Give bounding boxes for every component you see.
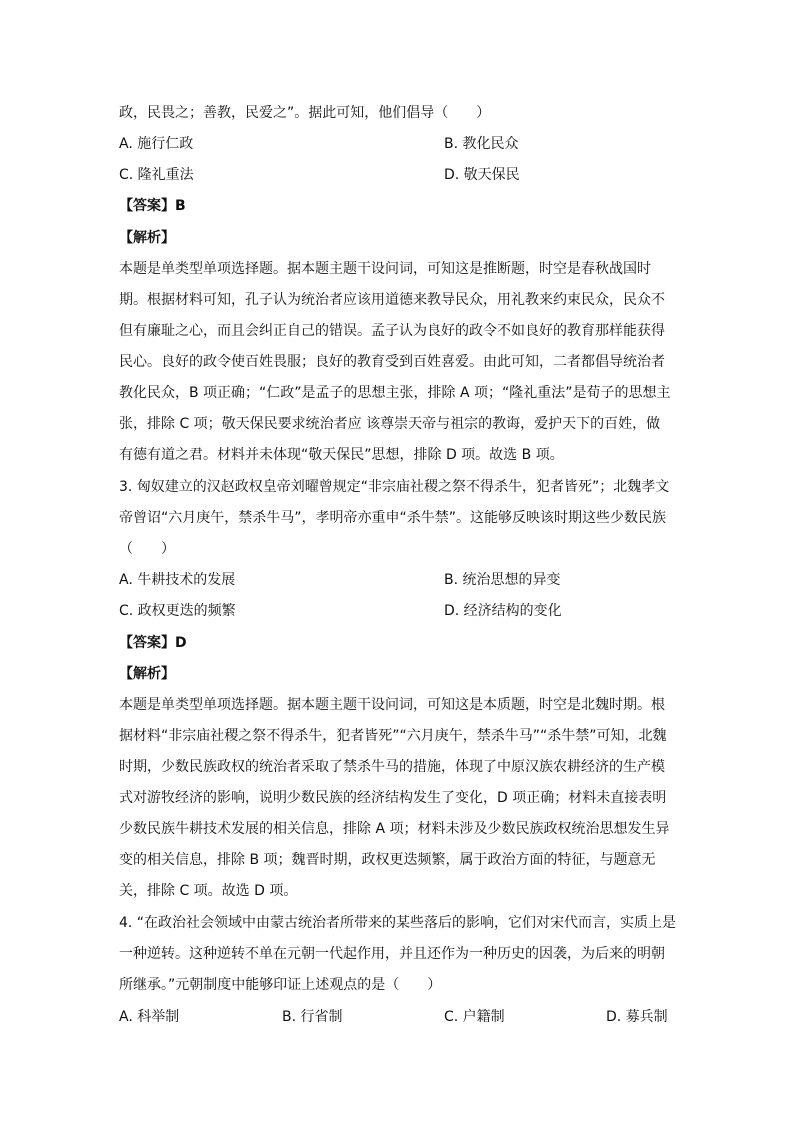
q3-stem-line: 3. 匈奴建立的汉赵政权皇帝刘曜曾规定“非宗庙社稷之祭不得杀牛，犯者皆死”；北魏孝文: [119, 479, 670, 495]
q3-answer: 【答案】D: [119, 635, 187, 651]
q3-analysis-line: 时期，少数民族政权的统治者采取了禁杀牛马的措施，体现了中原汉族农耕经济的生产模: [119, 759, 665, 775]
q3-stem-line: 帝曾诏“六月庚午，禁杀牛马”，孝明帝亦重申“杀牛禁”。这能够反映该时期这些少数民族: [119, 510, 667, 526]
q2-option-b: B. 教化民众: [444, 136, 519, 152]
q3-analysis-line: 关，排除 C 项。故选 D 项。: [119, 883, 298, 899]
q2-analysis-line: 张，排除 C 项；敬天保民要求统治者应 该尊崇天帝与祖宗的教诲，爱护天下的百姓，做: [119, 416, 661, 432]
q3-analysis-line: 少数民族牛耕技术发展的相关信息，排除 A 项；材料未涉及少数民族政权统治思想发生异: [119, 821, 670, 837]
q2-analysis-line: 有德有道之君。材料并未体现“敬天保民”思想，排除 D 项。故选 B 项。: [119, 447, 564, 463]
q4-option-b: B. 行省制: [282, 1009, 343, 1025]
q4-option-d: D. 募兵制: [606, 1009, 668, 1025]
q3-option-d: D. 经济结构的变化: [444, 603, 562, 619]
q2-analysis-line: 但有廉耻之心，而且会纠正自己的错误。孟子认为良好的政令不如良好的教育那样能获得: [119, 323, 665, 339]
q3-analysis-label: 【解析】: [119, 666, 175, 682]
q3-option-c: C. 政权更迭的频繁: [119, 603, 236, 619]
q2-analysis-line: 教化民众，B 项正确；“仁政”是孟子的思想主张，排除 A 项；“隆礼重法”是荀子的思想主: [119, 385, 671, 401]
q2-analysis-line: 民心。良好的政令使百姓畏服；良好的教育受到百姓喜爱。由此可知，二者都倡导统治者: [119, 354, 665, 370]
q2-option-c: C. 隆礼重法: [119, 167, 194, 183]
q4-option-a: A. 科举制: [119, 1009, 180, 1025]
q3-option-b: B. 统治思想的异变: [444, 572, 561, 588]
q3-analysis-line: 式对游牧经济的影响，说明少数民族的经济结构发生了变化，D 项正确；材料未直接表明: [119, 790, 667, 806]
q4-option-c: C. 户籍制: [444, 1009, 505, 1025]
q3-stem-line: （ ）: [119, 541, 175, 557]
q3-analysis-line: 据材料“非宗庙社稷之祭不得杀牛，犯者皆死”“六月庚午，禁杀牛马”“杀牛禁”可知，北魏: [119, 728, 667, 744]
q4-stem-line: 4. “在政治社会领域中由蒙古统治者所带来的某些落后的影响，它们对宋代而言，实质上是: [119, 915, 677, 931]
q3-analysis-line: 变的相关信息，排除 B 项；魏晋时期，政权更迭频繁，属于政治方面的特征，与题意无: [119, 852, 656, 868]
q3-option-a: A. 牛耕技术的发展: [119, 572, 236, 588]
q2-option-a: A. 施行仁政: [119, 136, 194, 152]
q2-analysis-label: 【解析】: [119, 230, 175, 246]
q2-analysis-line: 本题是单类型单项选择题。据本题主题干设问词，可知这是推断题，时空是春秋战国时: [119, 261, 651, 277]
q2-answer: 【答案】B: [119, 198, 186, 214]
q3-analysis-line: 本题是单类型单项选择题。据本题主题干设问词，可知这是本质题，时空是北魏时期。根: [119, 697, 665, 713]
q2-stem-tail: 政，民畏之；善教，民爱之”。据此可知，他们倡导（ ）: [119, 105, 491, 121]
q2-analysis-line: 期。根据材料可知，孔子认为统治者应该用道德来教导民众，用礼教来约束民众，民众不: [119, 292, 665, 308]
q2-option-d: D. 敬天保民: [444, 167, 520, 183]
q4-stem-line: 一种逆转。这种逆转不单在元朝一代起作用，并且还作为一种历史的因袭，为后来的明朝: [119, 946, 665, 962]
q4-stem-line: 所继承。”元朝制度中能够印证上述观点的是（ ）: [119, 977, 442, 993]
